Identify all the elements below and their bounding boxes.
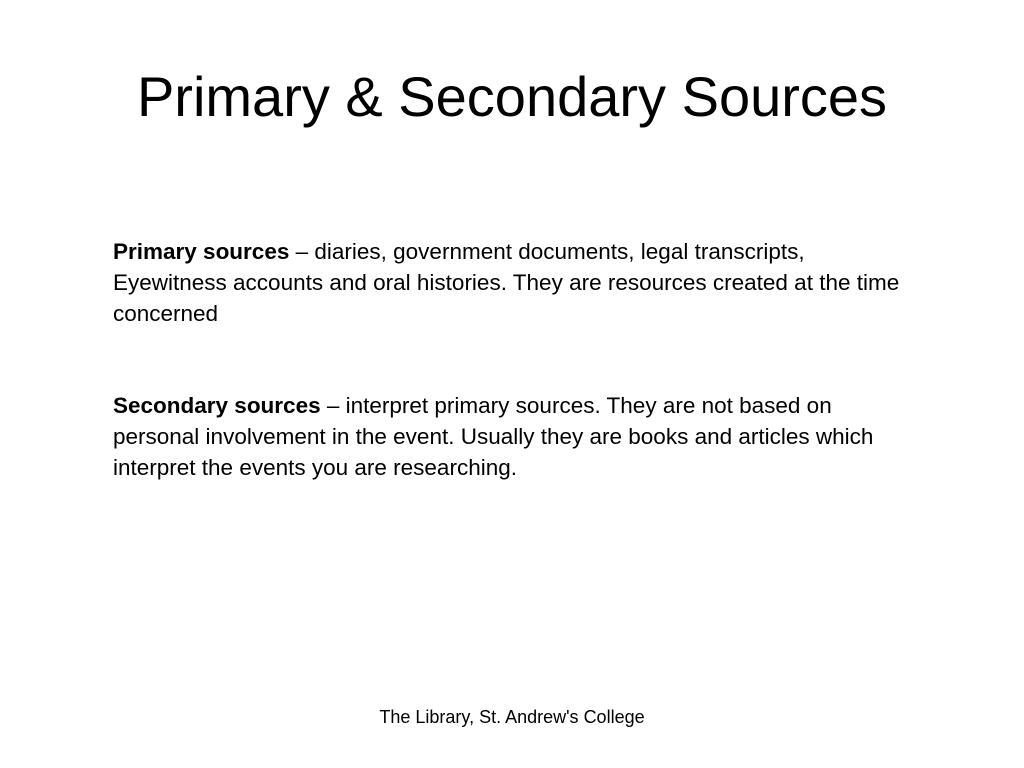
secondary-sources-description: – interpret primary sources. They are not based on personal involvement in the event. Usually they are books and articles which interpret the events you are researching. [113,393,874,480]
primary-sources-term: Primary sources [113,239,290,264]
slide-footer: The Library, St. Andrew's College [379,707,645,727]
secondary-sources-paragraph [113,390,913,483]
slide-title: Primary & Secondary Sources [136,65,888,128]
primary-sources-description: – diaries, government documents, legal transcripts, Eyewitness accounts and oral histories. They are resources created at the time concerned [113,239,900,326]
secondary-sources-term: Secondary sources [113,393,321,418]
primary-sources-paragraph [113,236,913,329]
